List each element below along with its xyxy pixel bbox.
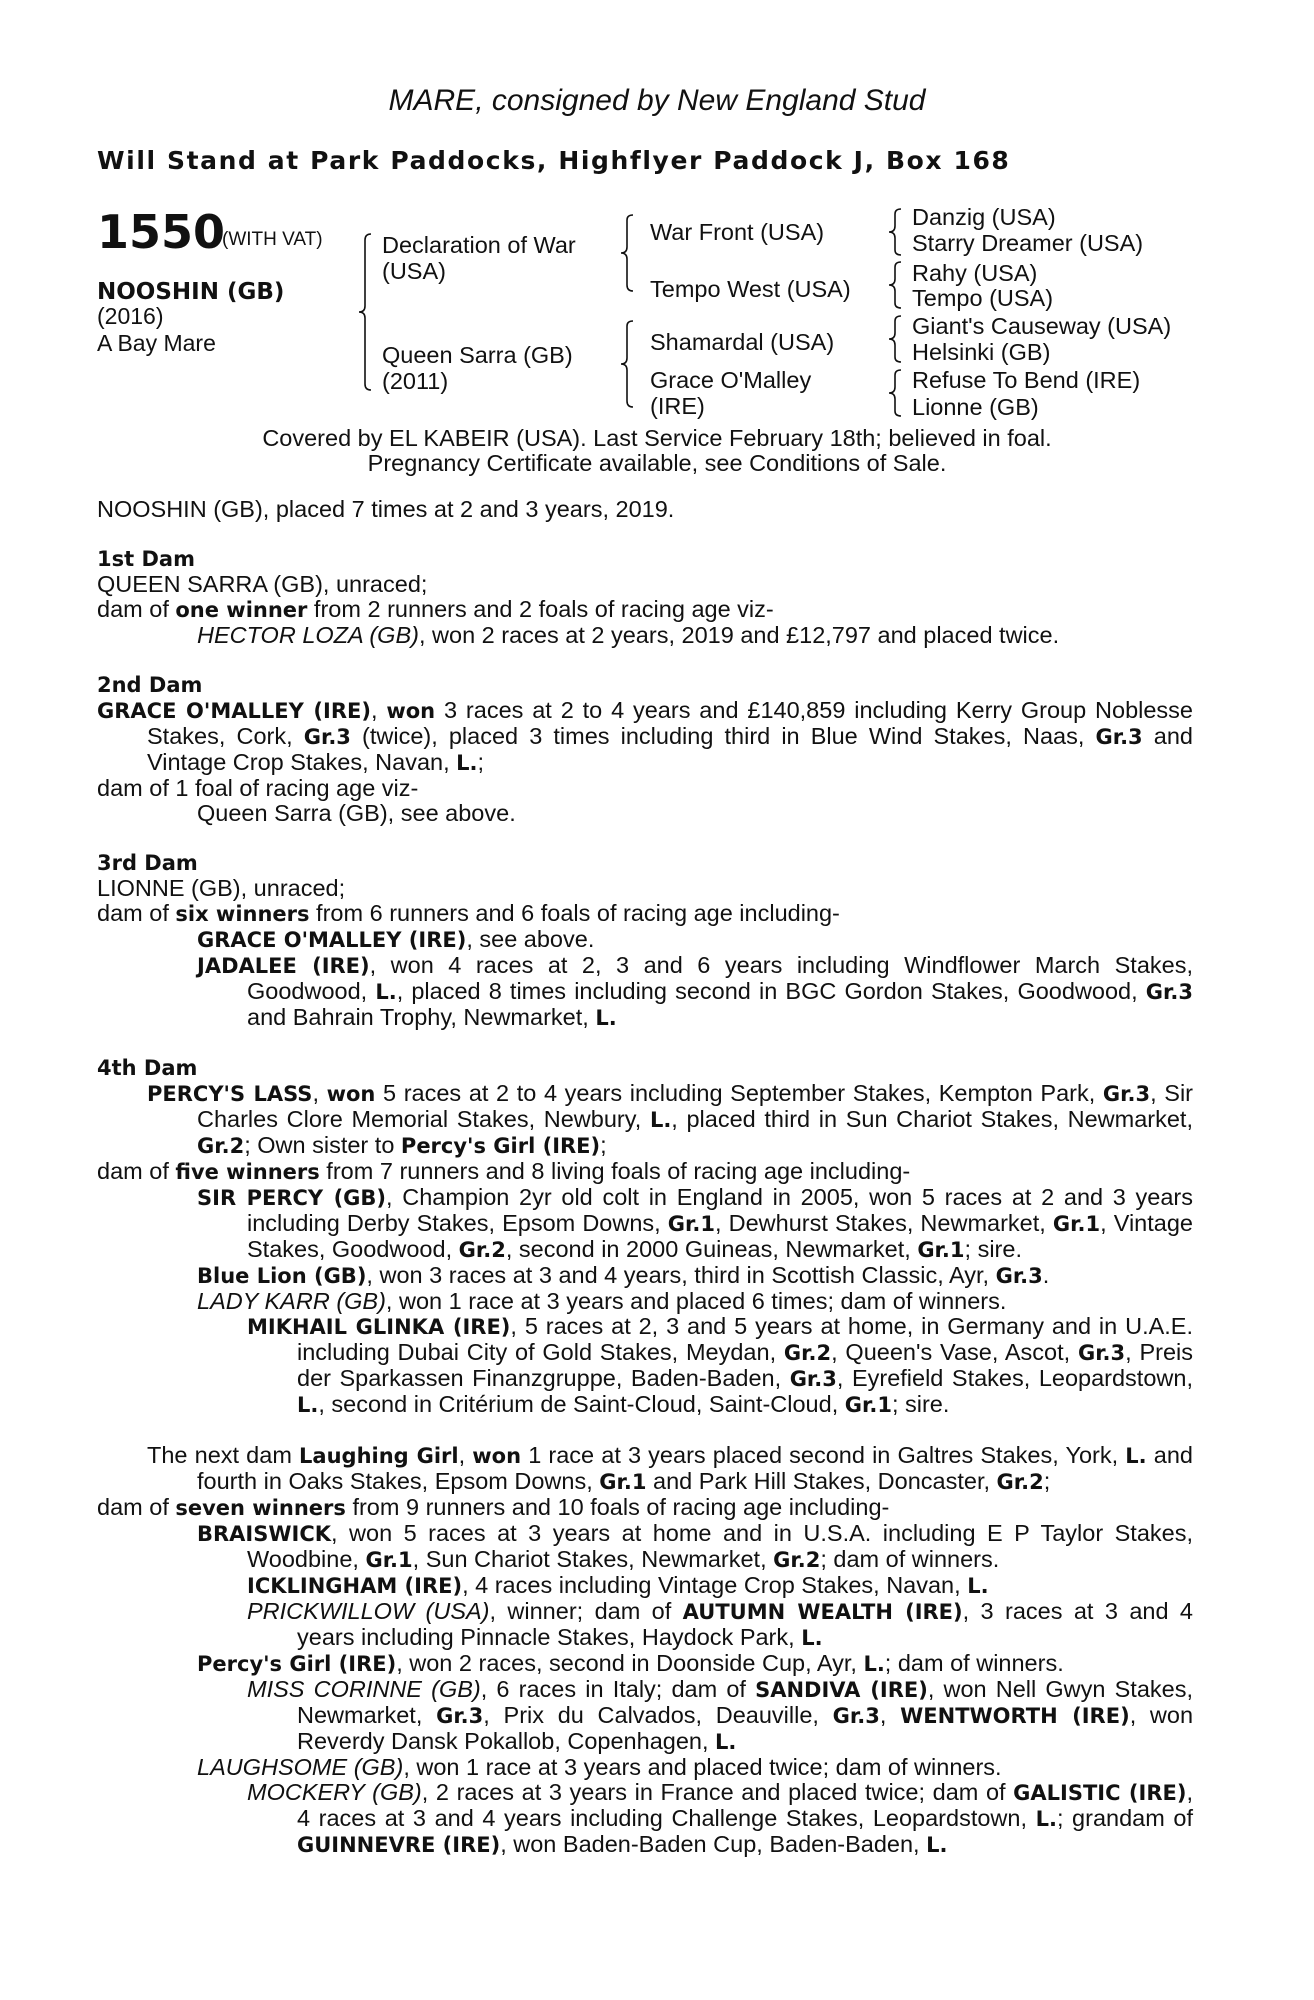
dam-2-foal: Queen Sarra (GB), see above. [197, 800, 516, 826]
pedigree-sdd: Tempo (USA) [912, 285, 1054, 311]
pedigree-ddd: Lionne (GB) [912, 394, 1039, 420]
heading-3rd-dam: 3rd Dam [97, 851, 198, 875]
pedigree-ssd: Starry Dreamer (USA) [912, 230, 1144, 256]
race-record-intro: NOOSHIN (GB), placed 7 times at 2 and 3 years, 2019. [97, 496, 675, 522]
next-dam-foal-percys-girl: Percy's Girl (IRE), won 2 races, second in Doonside Cup, Ayr, L.; dam of winners. [197, 1650, 1064, 1676]
dam-4-foal-sir-percy: SIR PERCY (GB), Champion 2yr old colt in England in 2005, won 5 races at 2 and 3 years including Derby Stakes, Epsom Downs, Gr.1, Dewhurst Stakes, Newmarket, Gr.1, Vintage Stakes, Goodwood, Gr.2, second in 2000 Guineas, Newmarket, Gr.1; sire. [197, 1184, 1194, 1262]
covering-note: Covered by EL KABEIR (USA). Last Service February 18th; believed in foal. Pregnancy Certificate available, see Conditions of Sale. [262, 425, 1052, 476]
dam-4-foal-blue-lion: Blue Lion (GB), won 3 races at 3 and 4 years, third in Scottish Classic, Ayr, Gr.3. [197, 1262, 1050, 1288]
pedigree-sss: Danzig (USA) [912, 204, 1056, 230]
pedigree-dds: Refuse To Bend (IRE) [912, 367, 1141, 393]
next-dam-grandfoal-miss-corinne: MISS CORINNE (GB), 6 races in Italy; dam of SANDIVA (IRE), won Nell Gwyn Stakes, Newmarket, Gr.3, Prix du Calvados, Deauville, Gr.3, WENTWORTH (IRE), won Reverdy Dansk Pokallob, Copenhagen, L. [247, 1676, 1194, 1754]
pedigree-sds: Rahy (USA) [912, 260, 1038, 286]
dam-3-produce: dam of six winners from 6 runners and 6 foals of racing age including- [97, 900, 840, 926]
heading-1st-dam: 1st Dam [97, 547, 195, 571]
pedigree-brace-ds [885, 314, 905, 364]
pedigree-dss: Giant's Causeway (USA) [912, 313, 1172, 339]
stabling-line: Will Stand at Park Paddocks, Highflyer Paddock J, Box 168 [97, 146, 1011, 175]
next-dam-grandfoal-prickwillow: PRICKWILLOW (USA), winner; dam of AUTUMN WEALTH (IRE), 3 races at 3 and 4 years including Pinnacle Stakes, Haydock Park, L. [247, 1598, 1193, 1650]
pedigree-brace-sd [885, 260, 905, 310]
next-dam-record: The next dam Laughing Girl, won 1 race at 3 years placed second in Galtres Stakes, York, L. and fourth in Oaks Stakes, Epsom Downs, Gr.1 and Park Hill Stakes, Doncaster, Gr.2; [147, 1442, 1193, 1494]
dam-3-foal-2: JADALEE (IRE), won 4 races at 2, 3 and 6 years including Windflower March Stakes, Goodwood, L., placed 8 times including second in BGC Gordon Stakes, Goodwood, Gr.3 and Bahrain Trophy, Newmarket, L. [197, 952, 1193, 1030]
produce-record [97, 497, 1193, 1858]
dam-3-line: LIONNE (GB), unraced; [97, 875, 346, 901]
pedigree-brace-dam [617, 319, 637, 409]
next-dam-grandfoal-icklingham: ICKLINGHAM (IRE), 4 races including Vintage Crop Stakes, Navan, L. [247, 1572, 989, 1598]
pedigree-brace-dd [885, 368, 905, 418]
pedigree-sire-dam: Tempo West (USA) [650, 276, 851, 302]
dam-2-produce: dam of 1 foal of racing age viz- [97, 775, 419, 801]
foaling-year: (2016) [97, 303, 164, 329]
dam-3-foal-1: GRACE O'MALLEY (IRE), see above. [197, 926, 595, 952]
pedigree-dsd: Helsinki (GB) [912, 339, 1051, 365]
heading-2nd-dam: 2nd Dam [97, 673, 203, 697]
lot-number: 1550 [97, 205, 226, 259]
next-dam-foal-laughsome: LAUGHSOME (GB), won 1 race at 3 years and placed twice; dam of winners. [197, 1754, 1002, 1780]
pedigree-dam-dam: Grace O'Malley (IRE) [650, 367, 812, 419]
next-dam-grandfoal-mockery: MOCKERY (GB), 2 races at 3 years in France and placed twice; dam of GALISTIC (IRE), 4 races at 3 and 4 years including Challenge Stakes, Leopardstown, L.; grandam of GUINNEVRE (IRE), won Baden-Baden Cup, Baden-Baden, L. [247, 1779, 1193, 1857]
dam-1-produce: dam of one winner from 2 runners and 2 foals of racing age viz- [97, 596, 774, 622]
dam-1-foal: HECTOR LOZA (GB), won 2 races at 2 years, 2019 and £12,797 and placed twice. [197, 622, 1060, 648]
pedigree-dam: Queen Sarra (GB) (2011) [382, 342, 573, 394]
pedigree-sire: Declaration of War (USA) [382, 232, 576, 284]
pedigree-brace-sire [617, 213, 637, 293]
dam-2-record: GRACE O'MALLEY (IRE), won 3 races at 2 to 4 years and £140,859 including Kerry Group Noblesse Stakes, Cork, Gr.3 (twice), placed 3 times including third in Blue Wind Stakes, Naas, Gr.3 and Vintage Crop Stakes, Navan, L.; [97, 697, 1194, 775]
horse-name: NOOSHIN (GB) [97, 279, 285, 305]
consignor-line: MARE, consigned by New England Stud [388, 84, 926, 117]
pedigree-brace-main [355, 232, 375, 392]
next-dam-produce: dam of seven winners from 9 runners and 10 foals of racing age including- [97, 1494, 890, 1520]
heading-4th-dam: 4th Dam [97, 1056, 198, 1080]
dam-4-grandfoal-mikhail-glinka: MIKHAIL GLINKA (IRE), 5 races at 2, 3 and 5 years at home, in Germany and in U.A.E. including Dubai City of Gold Stakes, Meydan, Gr.2, Queen's Vase, Ascot, Gr.3, Preis der Sparkassen Finanzgruppe, Baden-Baden, Gr.3, Eyrefield Stakes, Leopardstown, L., second in Critérium de Saint-Cloud, Saint-Cloud, Gr.1; sire. [247, 1313, 1194, 1417]
next-dam-foal-braiswick: BRAISWICK, won 5 races at 3 years at home and in U.S.A. including E P Taylor Stakes, Woodbine, Gr.1, Sun Chariot Stakes, Newmarket, Gr.2; dam of winners. [197, 1520, 1193, 1572]
vat-note: (WITH VAT) [222, 229, 323, 250]
dam-1-line: QUEEN SARRA (GB), unraced; [97, 571, 428, 597]
dam-4-record: PERCY'S LASS, won 5 races at 2 to 4 years including September Stakes, Kempton Park, Gr.3, Sir Charles Clore Memorial Stakes, Newbury, L., placed third in Sun Chariot Stakes, Newmarket, Gr.2; Own sister to Percy's Girl (IRE); [147, 1080, 1193, 1158]
pedigree-sire-sire: War Front (USA) [650, 219, 825, 245]
pedigree-dam-sire: Shamardal (USA) [650, 329, 835, 355]
horse-description: A Bay Mare [97, 330, 216, 356]
dam-4-produce: dam of five winners from 7 runners and 8 living foals of racing age including- [97, 1158, 911, 1184]
pedigree-brace-ss [885, 207, 905, 257]
dam-4-foal-lady-karr: LADY KARR (GB), won 1 race at 3 years and placed 6 times; dam of winners. [197, 1288, 1007, 1314]
